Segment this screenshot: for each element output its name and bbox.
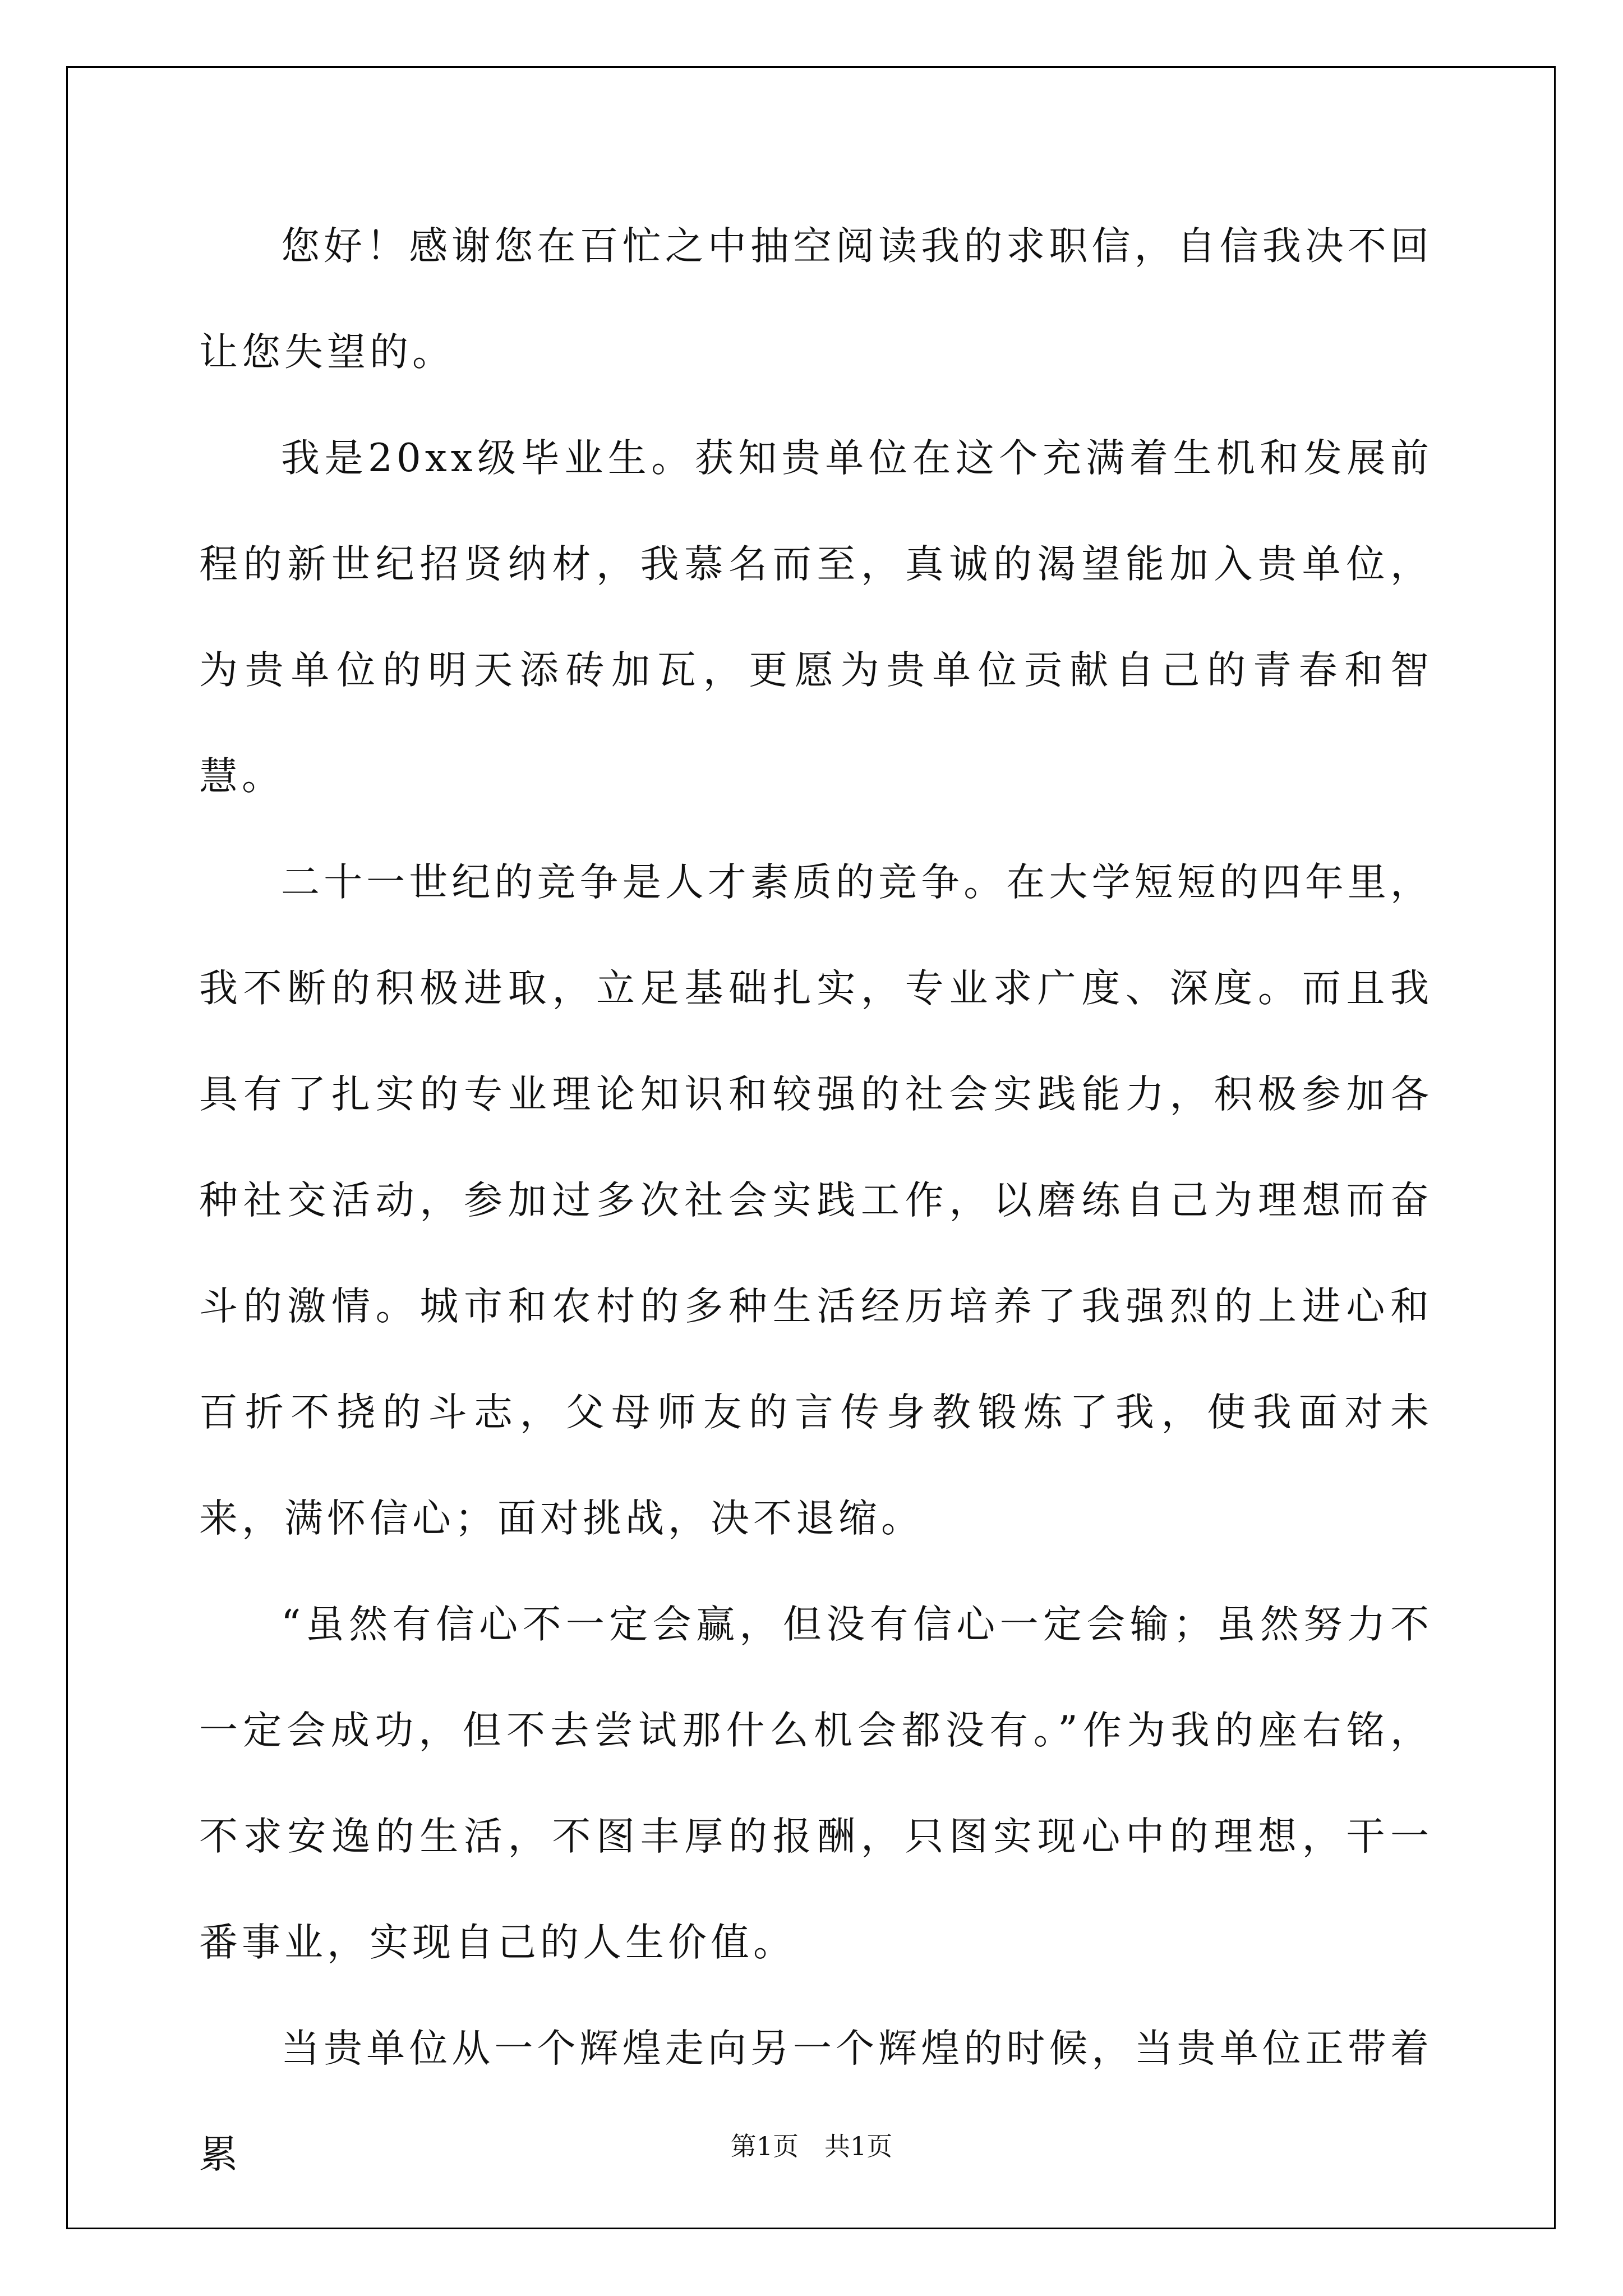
paragraph-greeting: 您好！感谢您在百忙之中抽空阅读我的求职信，自信我决不回让您失望的。 [199, 224, 1433, 375]
paragraph-qualifications: 二十一世纪的竞争是人才素质的竞争。在大学短短的四年里，我不断的积极进取，立足基础扎实，专业求广度、深度。而且我具有了扎实的专业理论知识和较强的社会实践能力，积极参加各种社交活动，参加过多次社会实践工作，以磨练自己为理想而奋斗的激情。城市和农村的多种生活经历培养了我强烈的上进心和百折不挠的斗志，父母师友的言传身教锻炼了我，使我面对未来，满怀信心；面对挑战，决不退缩。 [199, 860, 1433, 1541]
page-number: 第1页 [730, 2131, 799, 2161]
paragraph-introduction: 我是20xx级毕业生。获知贵单位在这个充满着生机和发展前程的新世纪招贤纳材，我慕名而至，真诚的渴望能加入贵单位，为贵单位的明天添砖加瓦，更愿为贵单位贡献自己的青春和智慧。 [199, 436, 1433, 799]
document-body [199, 194, 1433, 2208]
page-footer [0, 2129, 1623, 2163]
paragraph-closing: 当贵单位从一个辉煌走向另一个辉煌的时候，当贵单位正带着累 [199, 2026, 1433, 2177]
page-total: 共1页 [824, 2131, 893, 2161]
paragraph-motto: “虽然有信心不一定会赢，但没有信心一定会输；虽然努力不一定会成功，但不去尝试那什么机会都没有。”作为我的座右铭，不求安逸的生活，不图丰厚的报酬，只图实现心中的理想，干一番事业，实现自己的人生价值。 [199, 1602, 1433, 1965]
